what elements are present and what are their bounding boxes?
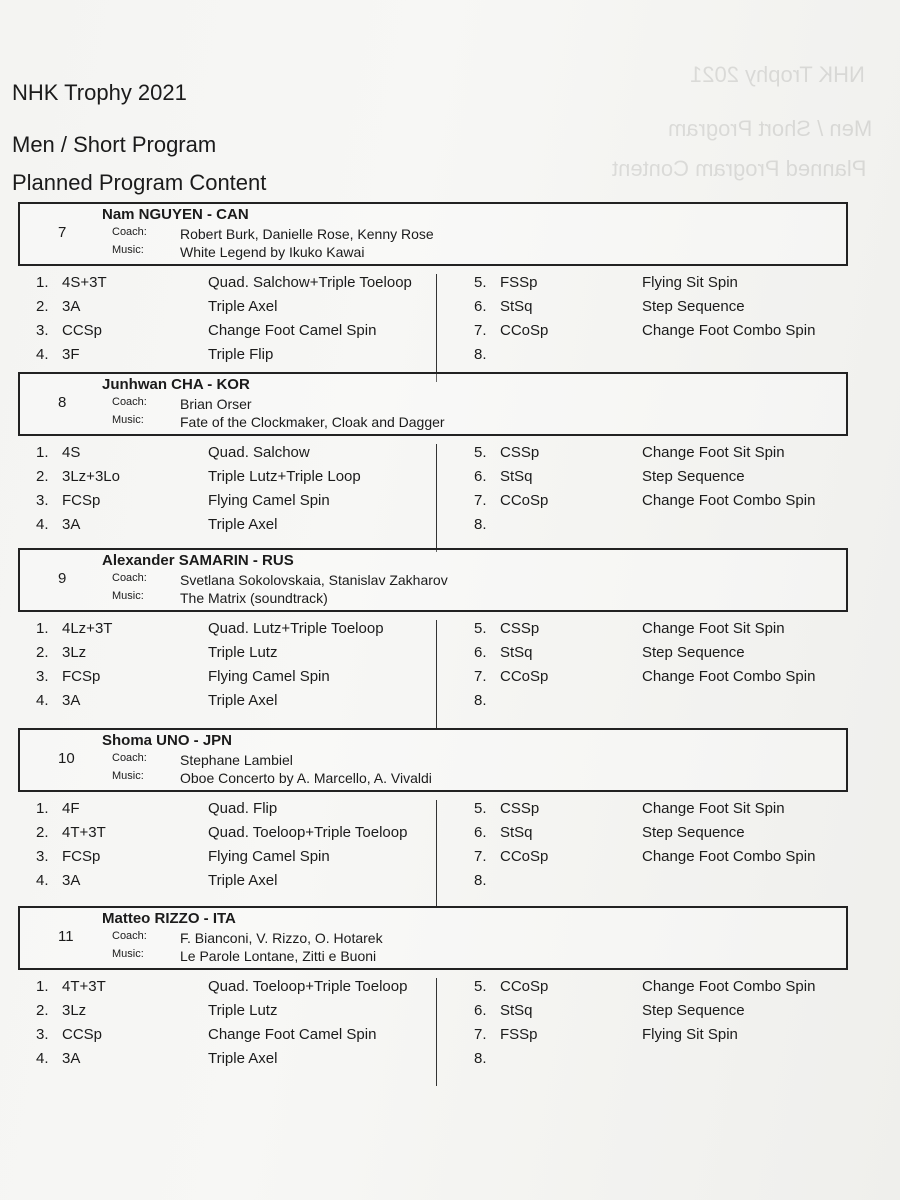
element-code: FCSp — [62, 492, 101, 509]
column-divider — [436, 620, 437, 728]
element-code: FCSp — [62, 848, 101, 865]
element-code: 3A — [62, 692, 81, 709]
element-number: 8. — [474, 872, 487, 889]
element-description: Triple Axel — [208, 872, 278, 889]
column-divider — [436, 800, 437, 908]
music-label: Music: — [112, 244, 144, 256]
element-number: 7. — [474, 848, 487, 865]
start-number: 7 — [58, 224, 67, 241]
element-number: 6. — [474, 824, 487, 841]
music-label: Music: — [112, 590, 144, 602]
element-code: 3A — [62, 298, 81, 315]
element-code: 3F — [62, 346, 80, 363]
coach-label: Coach: — [112, 752, 147, 764]
element-code: StSq — [500, 644, 533, 661]
element-number: 7. — [474, 1026, 487, 1043]
element-description: Triple Lutz — [208, 1002, 278, 1019]
element-number: 5. — [474, 444, 487, 461]
skater-name: Matteo RIZZO - ITA — [102, 910, 236, 927]
element-number: 8. — [474, 346, 487, 363]
skater-header — [18, 372, 848, 436]
element-description: Triple Axel — [208, 1050, 278, 1067]
show-through-category: Men / Short Program — [668, 116, 873, 141]
element-number: 4. — [36, 346, 49, 363]
element-code: CCoSp — [500, 322, 549, 339]
element-description: Change Foot Combo Spin — [642, 668, 816, 685]
element-list — [18, 978, 844, 1088]
element-description: Quad. Toeloop+Triple Toeloop — [208, 978, 408, 995]
element-number: 2. — [36, 468, 49, 485]
show-through-event-title: NHK Trophy 2021 — [690, 62, 865, 87]
element-code: 3A — [62, 1050, 81, 1067]
element-number: 1. — [36, 978, 49, 995]
skater-header — [18, 548, 848, 612]
coach-value: Svetlana Sokolovskaia, Stanislav Zakharov — [180, 572, 448, 588]
element-description: Change Foot Combo Spin — [642, 322, 816, 339]
coach-value: Robert Burk, Danielle Rose, Kenny Rose — [180, 226, 434, 242]
element-code: StSq — [500, 824, 533, 841]
element-description: Quad. Salchow+Triple Toeloop — [208, 274, 412, 291]
element-number: 1. — [36, 274, 49, 291]
element-description: Change Foot Combo Spin — [642, 492, 816, 509]
element-code: 3Lz — [62, 644, 87, 661]
element-number: 2. — [36, 298, 49, 315]
element-number: 3. — [36, 848, 49, 865]
start-number: 9 — [58, 570, 67, 587]
element-code: 3Lz — [62, 1002, 87, 1019]
element-description: Change Foot Combo Spin — [642, 848, 816, 865]
element-description: Step Sequence — [642, 644, 745, 661]
element-code: FCSp — [62, 668, 101, 685]
music-label: Music: — [112, 770, 144, 782]
element-code: StSq — [500, 468, 533, 485]
element-code: 4F — [62, 800, 80, 817]
skater-name: Junhwan CHA - KOR — [102, 376, 250, 393]
element-code: CSSp — [500, 800, 540, 817]
element-number: 6. — [474, 298, 487, 315]
element-number: 8. — [474, 1050, 487, 1067]
element-description: Flying Camel Spin — [208, 848, 330, 865]
element-number: 2. — [36, 824, 49, 841]
element-number: 3. — [36, 492, 49, 509]
coach-value: Brian Orser — [180, 396, 252, 412]
element-number: 3. — [36, 668, 49, 685]
element-code: 4S — [62, 444, 81, 461]
start-number: 10 — [58, 750, 75, 767]
element-code: CCoSp — [500, 978, 549, 995]
music-value: The Matrix (soundtrack) — [180, 590, 328, 606]
element-code: 4T+3T — [62, 978, 106, 995]
element-number: 7. — [474, 668, 487, 685]
element-code: 4Lz+3T — [62, 620, 113, 637]
skater-header — [18, 202, 848, 266]
element-number: 1. — [36, 444, 49, 461]
element-description: Quad. Salchow — [208, 444, 310, 461]
column-divider — [436, 978, 437, 1086]
element-code: CCSp — [62, 1026, 103, 1043]
element-description: Flying Camel Spin — [208, 492, 330, 509]
element-code: CCSp — [62, 322, 103, 339]
element-description: Step Sequence — [642, 1002, 745, 1019]
element-code: CCoSp — [500, 848, 549, 865]
start-number: 8 — [58, 394, 67, 411]
element-number: 6. — [474, 468, 487, 485]
element-number: 3. — [36, 1026, 49, 1043]
element-code: CSSp — [500, 620, 540, 637]
element-list — [18, 274, 844, 384]
element-code: FSSp — [500, 1026, 538, 1043]
element-description: Quad. Lutz+Triple Toeloop — [208, 620, 384, 637]
element-description: Change Foot Sit Spin — [642, 620, 785, 637]
element-description: Change Foot Sit Spin — [642, 444, 785, 461]
element-description: Quad. Flip — [208, 800, 278, 817]
element-description: Triple Axel — [208, 298, 278, 315]
event-title: NHK Trophy 2021 — [12, 80, 187, 105]
skater-header — [18, 728, 848, 792]
element-description: Quad. Toeloop+Triple Toeloop — [208, 824, 408, 841]
element-list — [18, 620, 844, 730]
skater-name: Nam NGUYEN - CAN — [102, 206, 249, 223]
skater-name: Alexander SAMARIN - RUS — [102, 552, 294, 569]
coach-label: Coach: — [112, 396, 147, 408]
element-description: Triple Axel — [208, 692, 278, 709]
element-number: 6. — [474, 644, 487, 661]
element-number: 4. — [36, 872, 49, 889]
element-code: StSq — [500, 1002, 533, 1019]
element-description: Triple Lutz — [208, 644, 278, 661]
element-code: 3A — [62, 516, 81, 533]
document-subtitle: Planned Program Content — [12, 170, 267, 195]
element-description: Change Foot Sit Spin — [642, 800, 785, 817]
element-code: CCoSp — [500, 492, 549, 509]
column-divider — [436, 274, 437, 382]
element-description: Triple Flip — [208, 346, 274, 363]
element-description: Flying Sit Spin — [642, 1026, 738, 1043]
element-list — [18, 800, 844, 910]
element-number: 1. — [36, 800, 49, 817]
skater-name: Shoma UNO - JPN — [102, 732, 233, 749]
music-label: Music: — [112, 414, 144, 426]
music-value: Fate of the Clockmaker, Cloak and Dagger — [180, 414, 445, 430]
element-number: 5. — [474, 978, 487, 995]
element-number: 4. — [36, 692, 49, 709]
element-number: 6. — [474, 1002, 487, 1019]
element-code: 3Lz+3Lo — [62, 468, 120, 485]
element-number: 7. — [474, 322, 487, 339]
column-divider — [436, 444, 437, 552]
element-number: 1. — [36, 620, 49, 637]
music-value: Le Parole Lontane, Zitti e Buoni — [180, 948, 377, 964]
element-description: Step Sequence — [642, 298, 745, 315]
element-description: Change Foot Camel Spin — [208, 1026, 377, 1043]
element-code: FSSp — [500, 274, 538, 291]
element-number: 4. — [36, 516, 49, 533]
element-number: 7. — [474, 492, 487, 509]
element-description: Flying Camel Spin — [208, 668, 330, 685]
element-description: Change Foot Camel Spin — [208, 322, 377, 339]
coach-label: Coach: — [112, 572, 147, 584]
element-number: 8. — [474, 516, 487, 533]
element-code: StSq — [500, 298, 533, 315]
element-description: Flying Sit Spin — [642, 274, 738, 291]
element-code: CSSp — [500, 444, 540, 461]
music-value: Oboe Concerto by A. Marcello, A. Vivaldi — [180, 770, 432, 786]
element-number: 2. — [36, 644, 49, 661]
element-number: 8. — [474, 692, 487, 709]
skater-header — [18, 906, 848, 970]
show-through-subtitle: Planned Program Content — [612, 156, 867, 181]
element-description: Triple Lutz+Triple Loop — [208, 468, 361, 485]
music-value: White Legend by Ikuko Kawai — [180, 244, 365, 260]
element-description: Step Sequence — [642, 468, 745, 485]
category-title: Men / Short Program — [12, 132, 217, 157]
element-number: 4. — [36, 1050, 49, 1067]
element-number: 2. — [36, 1002, 49, 1019]
element-list — [18, 444, 844, 554]
music-label: Music: — [112, 948, 144, 960]
element-description: Step Sequence — [642, 824, 745, 841]
element-code: 3A — [62, 872, 81, 889]
element-description: Change Foot Combo Spin — [642, 978, 816, 995]
element-description: Triple Axel — [208, 516, 278, 533]
element-code: 4T+3T — [62, 824, 106, 841]
element-number: 5. — [474, 800, 487, 817]
element-number: 3. — [36, 322, 49, 339]
coach-label: Coach: — [112, 226, 147, 238]
start-number: 11 — [58, 928, 74, 945]
element-code: 4S+3T — [62, 274, 107, 291]
coach-value: F. Bianconi, V. Rizzo, O. Hotarek — [180, 930, 383, 946]
coach-value: Stephane Lambiel — [180, 752, 293, 768]
element-number: 5. — [474, 620, 487, 637]
element-number: 5. — [474, 274, 487, 291]
coach-label: Coach: — [112, 930, 147, 942]
element-code: CCoSp — [500, 668, 549, 685]
